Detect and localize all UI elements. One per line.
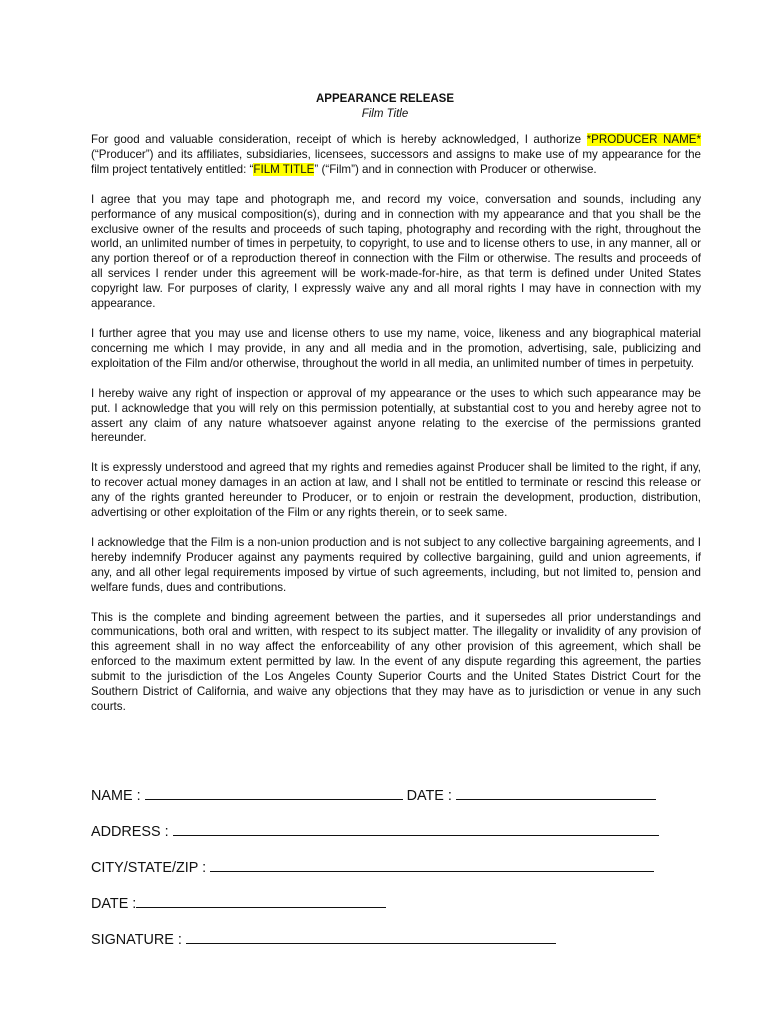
city-state-zip-label: CITY/STATE/ZIP : <box>91 860 211 876</box>
signature-row <box>91 928 701 964</box>
city-state-zip-line[interactable] <box>210 856 654 872</box>
name-line[interactable] <box>145 784 403 800</box>
city-state-zip-row <box>91 856 701 892</box>
date2-label: DATE : <box>91 896 137 912</box>
signature-line[interactable] <box>186 928 556 944</box>
date2-row <box>91 892 701 928</box>
producer-name-placeholder: *PRODUCER NAME* <box>586 133 701 146</box>
date2-line[interactable] <box>136 892 386 908</box>
paragraph-authorization <box>91 133 701 178</box>
paragraph-remedies: It is expressly understood and agreed that my rights and remedies against Producer shall be limited to the right, if any, to recover actual money damages in an action at law, and I shall not be entitled to terminate or rescind this release or any of the rights granted hereunder to Producer, or to enjoin or restrain the development, production, distribution, advertising or other exploitation of the Film or any rights therein, or to seek same. <box>91 461 701 520</box>
name-label: NAME : <box>91 788 145 804</box>
address-label: ADDRESS : <box>91 824 173 840</box>
paragraph-waiver: I hereby waive any right of inspection or approval of my appearance or the uses to which such appearance may be put. I acknowledge that you will rely on this permission potentially, at substantial cost to you and hereby agree not to assert any claim of any nature whatsoever against anyone relating to the exercise of the permissions granted hereunder. <box>91 386 701 445</box>
address-row <box>91 820 701 856</box>
paragraph-entire-agreement: This is the complete and binding agreement between the parties, and it supersedes all prior understandings and communications, both oral and written, with respect to its subject matter. The illegality or invalidity of any provision of this agreement shall in no way affect the enforceability of any other provision of this agreement, which shall be enforced to the maximum extent permitted by law. In the event of any dispute regarding this agreement, the parties submit to the jurisdiction of the Los Angeles County Superior Courts and the United States District Court for the Southern District of California, and waive any objections that they may have as to jurisdiction or venue in any such courts. <box>91 610 701 713</box>
date-line[interactable] <box>456 784 656 800</box>
film-title-placeholder: FILM TITLE <box>253 162 315 176</box>
signature-form <box>91 784 701 964</box>
document-title: APPEARANCE RELEASE <box>315 93 455 105</box>
signature-label: SIGNATURE : <box>91 932 186 948</box>
name-date-row <box>91 784 701 820</box>
paragraph-likeness: I further agree that you may use and license others to use my name, voice, likeness and any biographical material concerning me which I may provide, in any and all media and in the promotion, advertising, sale, publicizing and exploitation of the Film and/or otherwise, throughout the world in all media, an unlimited number of times in perpetuity. <box>91 326 701 370</box>
authorization-text-middle: (“Producer”) and its affiliates, subsidiaries, licensees, successors and assigns to make use of my appearance for the film project tentatively entitled: “ <box>91 147 701 176</box>
document-subtitle: Film Title <box>361 108 409 120</box>
authorization-text-start: For good and valuable consideration, receipt of which is hereby acknowledged, I authorize <box>91 133 587 146</box>
document-body <box>91 133 701 730</box>
paragraph-non-union: I acknowledge that the Film is a non-union production and is not subject to any collective bargaining agreements, and I hereby indemnify Producer against any payments required by collective bargaining, guild and union agreements, if any, and all other legal requirements imposed by virtue of such agreements, including, but not limited to, pension and welfare funds, dues and contributions. <box>91 535 701 594</box>
authorization-text-end: ” (“Film”) and in connection with Producer or otherwise. <box>314 162 597 176</box>
address-line[interactable] <box>173 820 659 836</box>
paragraph-recording-rights: I agree that you may tape and photograph me, and record my voice, conversation and sounds, including any performance of any musical composition(s), during and in connection with my appearance and that you shall be the exclusive owner of the results and proceeds of such taping, photography and recording with the right, throughout the world, an unlimited number of times in perpetuity, to copyright, to use and to license others to use, in any manner, all or any portion thereof or of a reproduction thereof in connection with the Film or otherwise. The results and proceeds of all services I render under this agreement will be work-made-for-hire, as that term is defined under United States copyright law. For purposes of clarity, I expressly waive any and all moral rights I may have in connection with my appearance. <box>91 192 701 311</box>
date-label: DATE : <box>402 788 456 804</box>
